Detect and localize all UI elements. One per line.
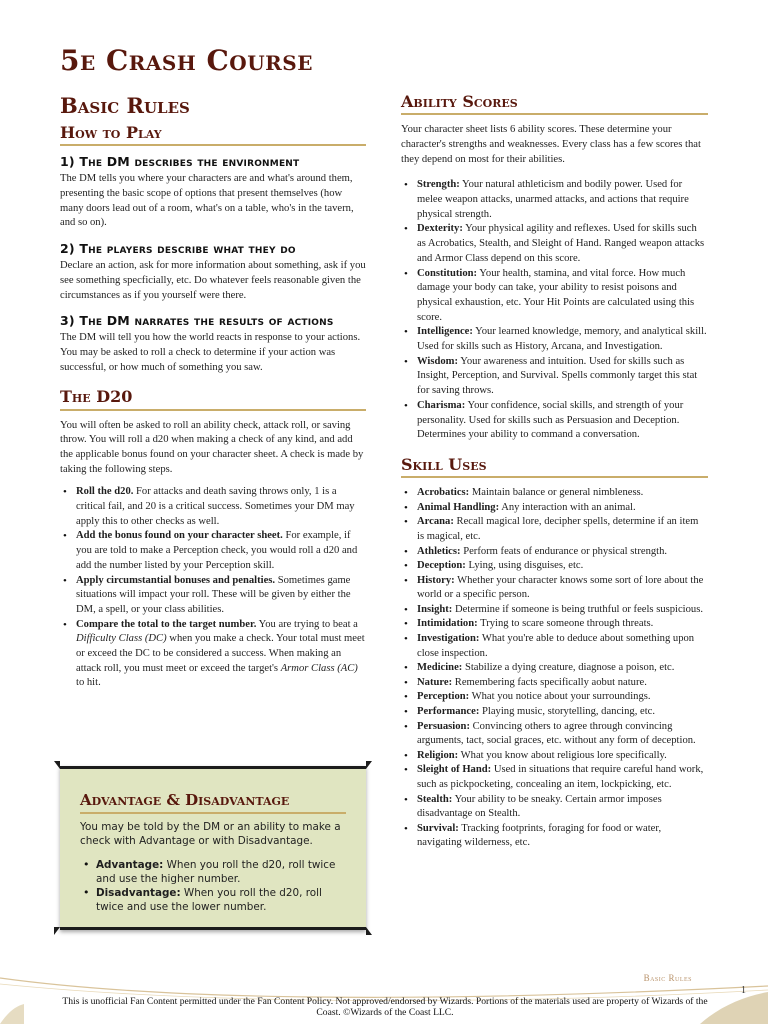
list-item-text: Your natural athleticism and bodily power. Used for melee weapon attacks, unarmed attacks, and actions that require physical strength. bbox=[417, 179, 689, 220]
step3-text: The DM will tell you how the world reacts in response to your actions. You may be asked to roll a check to determine if your action was successful, or how much of something you saw. bbox=[60, 332, 361, 373]
list-item bbox=[401, 178, 708, 222]
list-item-text: Determine if someone is being truthful or feels suspicious. bbox=[452, 603, 703, 615]
list-item-label: Dexterity: bbox=[417, 223, 463, 235]
list-item bbox=[401, 720, 708, 749]
list-item bbox=[401, 501, 708, 516]
list-item-label: Stealth: bbox=[417, 793, 453, 805]
right-column bbox=[401, 92, 708, 851]
list-item-text: Whether your character knows some sort of lore about the world or a specific person. bbox=[417, 574, 704, 601]
note-corner bbox=[366, 761, 372, 769]
left-column bbox=[60, 94, 366, 691]
list-item-text: Your learned knowledge, memory, and analytical skill. Used for skills such as History, Arcana, and Investigation. bbox=[417, 326, 707, 353]
list-item-text: Maintain balance or general nimbleness. bbox=[469, 487, 644, 499]
list-item-label: Intimidation: bbox=[417, 618, 478, 630]
list-item bbox=[401, 690, 708, 705]
list-item-text: Lying, using disguises, etc. bbox=[465, 560, 584, 572]
list-item-label: Persuasion: bbox=[417, 720, 470, 732]
list-item-label: Acrobatics: bbox=[417, 487, 470, 499]
list-item-label: Wisdom: bbox=[417, 355, 459, 367]
list-item-label: Advantage: bbox=[96, 859, 164, 871]
list-item bbox=[401, 486, 708, 501]
step2-text: Declare an action, ask for more information about something, ask if you see something specficially, etc. Do whatever feels reasonable given the circumstances as if you yourself were there. bbox=[60, 260, 366, 301]
ability-scores-heading: Ability Scores bbox=[401, 92, 708, 115]
list-item-label: Sleight of Hand: bbox=[417, 764, 492, 776]
list-item-text: when you make a check. Your total must meet or exceed the DC to be considered a success. When making an attack roll, you must meet or exceed the target's bbox=[76, 633, 365, 674]
ability-scores-intro: Your character sheet lists 6 ability scores. These determine your character's strengths and weaknesses. Every class has a few scores that they depend on most for their abilities. bbox=[401, 124, 701, 165]
list-item-text: Convincing others to agree through convincing arguments, tact, social graces, etc. without any form of deception. bbox=[417, 720, 696, 747]
list-item-label: Intelligence: bbox=[417, 326, 473, 338]
list-item bbox=[401, 661, 708, 676]
list-item-label: Disadvantage: bbox=[96, 887, 181, 899]
list-item-text: For attacks and death saving throws only, 1 is a critical fail, and 20 is a critical success. Sometimes your DM may apply this to other checks as well. bbox=[76, 486, 355, 527]
list-item-text: What you know about religious lore specifically. bbox=[458, 749, 667, 761]
list-item-text: Your health, stamina, and vital force. How much damage your body can take, your ability to resist poisons and physical exhaustion, etc. Your Hit Points are calculated using this score. bbox=[417, 267, 695, 323]
advantage-list bbox=[80, 858, 346, 914]
list-item-label: Medicine: bbox=[417, 662, 463, 674]
list-item-label: Athletics: bbox=[417, 545, 461, 557]
list-item bbox=[401, 559, 708, 574]
ability-scores-list bbox=[401, 178, 708, 443]
list-item bbox=[401, 763, 708, 792]
list-item-text: Stabilize a dying creature, diagnose a poison, etc. bbox=[462, 662, 675, 674]
advantage-heading: Advantage & Disadvantage bbox=[80, 791, 346, 814]
d20-heading: The D20 bbox=[60, 387, 366, 410]
list-item-label: Arcana: bbox=[417, 516, 454, 528]
list-item-label: Apply circumstantial bonuses and penalties. bbox=[76, 574, 276, 586]
list-item-label: Strength: bbox=[417, 179, 460, 191]
list-item-text: Your confidence, social skills, and strength of your personality. Used for skills such as Persuasion and Deception. Determines your ability to command a conversation. bbox=[417, 399, 684, 441]
d20-steps-list bbox=[60, 485, 366, 691]
list-item-label: Animal Handling: bbox=[417, 501, 500, 513]
basic-rules-heading: Basic Rules bbox=[60, 93, 190, 118]
list-item-text: Playing music, storytelling, dancing, etc. bbox=[479, 706, 656, 718]
how-to-play-heading: How to Play bbox=[60, 123, 366, 146]
list-item-label: Compare the total to the target number. bbox=[76, 618, 257, 630]
list-item-text: Trying to scare someone through threats. bbox=[477, 618, 654, 630]
skill-uses-list bbox=[401, 486, 708, 851]
list-item-label: Add the bonus found on your character sheet. bbox=[76, 530, 283, 542]
list-item-label: Perception: bbox=[417, 691, 470, 703]
document-title: 5e Crash Course bbox=[60, 44, 313, 77]
legal-notice: This is unofficial Fan Content permitted under the Fan Content Policy. Not approved/endorsed by Wizards. Portions of the materials used are property of Wizards of the Coast. ©Wizards of the Coast LLC. bbox=[62, 996, 708, 1018]
list-item-text: Recall magical lore, decipher spells, determine if an item is magical, etc. bbox=[417, 516, 699, 542]
list-item-text: When you roll the d20, roll twice and use the higher number. bbox=[96, 859, 336, 885]
list-item-text: Tracking footprints, foraging for food or water, navigating wilderness, etc. bbox=[417, 822, 662, 849]
list-item bbox=[401, 325, 708, 354]
step1-title: 1) The DM describes the environment bbox=[60, 154, 300, 170]
list-item-label: Religion: bbox=[417, 749, 459, 761]
list-item bbox=[401, 545, 708, 560]
list-item-label: Investigation: bbox=[417, 633, 480, 645]
list-item-text: What you notice about your surroundings. bbox=[469, 691, 651, 703]
list-item-text: Any interaction with an animal. bbox=[499, 501, 636, 513]
list-item bbox=[80, 858, 346, 886]
page-number: 1 bbox=[741, 985, 746, 996]
list-item-label: History: bbox=[417, 574, 455, 586]
list-item-text: You are trying to beat a bbox=[256, 618, 358, 630]
list-item-text: For example, if you are told to make a Perception check, you would roll a d20 and add the number listed by your Perception skill. bbox=[76, 530, 358, 571]
list-item-emphasis: Armor Class (AC) bbox=[280, 662, 358, 674]
list-item-label: Survival: bbox=[417, 822, 459, 834]
list-item bbox=[60, 574, 366, 618]
list-item bbox=[401, 222, 708, 266]
list-item-label: Insight: bbox=[417, 603, 453, 615]
list-item bbox=[60, 485, 366, 529]
advantage-intro: You may be told by the DM or an ability to make a check with Advantage or with Disadvantage. bbox=[80, 821, 341, 847]
list-item bbox=[401, 749, 708, 764]
note-corner bbox=[54, 927, 60, 935]
list-item bbox=[60, 529, 366, 573]
list-item bbox=[401, 632, 708, 661]
list-item-text: What you're able to deduce about something upon close inspection. bbox=[417, 633, 695, 659]
list-item bbox=[401, 355, 708, 399]
list-item-emphasis: Difficulty Class (DC) bbox=[76, 633, 167, 645]
list-item bbox=[80, 886, 346, 914]
footer-section-label: Basic Rules bbox=[643, 973, 692, 983]
list-item-text: Perform feats of endurance or physical strength. bbox=[460, 545, 668, 557]
step2-title: 2) The players describe what they do bbox=[60, 241, 296, 257]
list-item bbox=[401, 676, 708, 691]
list-item-text: Used in situations that require careful hand work, such as pickpocketing, concealing an item, lockpicking, etc. bbox=[417, 764, 704, 791]
list-item bbox=[401, 515, 708, 544]
step3-title: 3) The DM narrates the results of actions bbox=[60, 313, 334, 329]
list-item-label: Roll the d20. bbox=[76, 486, 134, 498]
list-item-text: Your ability to be sneaky. Certain armor imposes disadvantage on Stealth. bbox=[417, 793, 662, 820]
list-item bbox=[401, 705, 708, 720]
list-item-label: Nature: bbox=[417, 676, 453, 688]
step1-text: The DM tells you where your characters are and what's around them, presenting the basic scope of options that present themselves (how many doors lead out of a room, what's on a table, who's in the tavern, and so on). bbox=[60, 173, 354, 229]
list-item bbox=[401, 267, 708, 326]
list-item bbox=[401, 793, 708, 822]
list-item-text: When you roll the d20, roll twice and use the lower number. bbox=[96, 887, 322, 913]
advantage-note-box bbox=[60, 766, 366, 930]
skill-uses-heading: Skill Uses bbox=[401, 455, 708, 478]
note-corner bbox=[366, 927, 372, 935]
list-item-text: Your physical agility and reflexes. Used for skills such as Acrobatics, Stealth, and Sleight of Hand. Ranged weapon attacks and Armor Class depend on this score. bbox=[417, 223, 705, 264]
list-item-label: Deception: bbox=[417, 560, 466, 572]
list-item bbox=[60, 618, 366, 692]
note-corner bbox=[54, 761, 60, 769]
list-item bbox=[401, 603, 708, 618]
list-item-label: Performance: bbox=[417, 706, 480, 718]
list-item bbox=[401, 822, 708, 851]
list-item-text: Remembering facts specifically aobut nature. bbox=[452, 676, 647, 688]
list-item bbox=[401, 574, 708, 603]
list-item-label: Charisma: bbox=[417, 399, 466, 411]
d20-intro: You will often be asked to roll an ability check, attack roll, or saving throw. You will roll a d20 when making a check of any kind, and add the applicable bonus found on your character sheet. A check is made by taking the following steps. bbox=[60, 419, 364, 475]
list-item bbox=[401, 617, 708, 632]
list-item bbox=[401, 399, 708, 443]
list-item-label: Constitution: bbox=[417, 267, 478, 279]
list-item-text: Sometimes game situations will impact your roll. These will be given by either the DM, a spell, or your class abilities. bbox=[76, 574, 351, 615]
list-item-text: to hit. bbox=[76, 677, 101, 689]
list-item-text: Your awareness and intuition. Used for skills such as Insight, Perception, and Survival. Spells commonly target this stat for saving throws. bbox=[417, 355, 698, 397]
